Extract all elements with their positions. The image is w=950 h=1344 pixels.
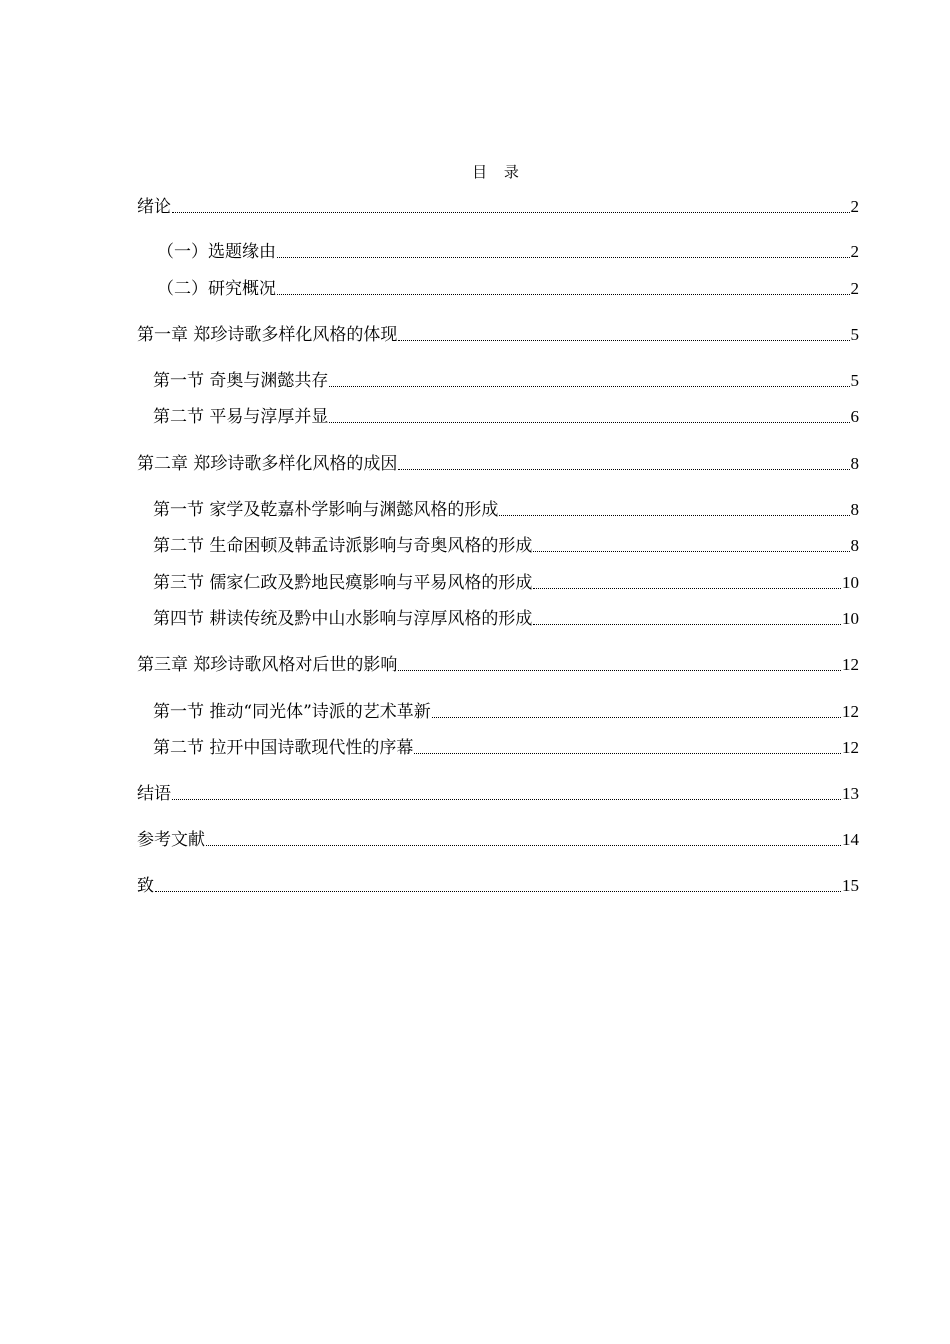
toc-entry-introduction[interactable] <box>137 195 859 219</box>
toc-entry-label: 第二节 拉开中国诗歌现代性的序幕 <box>153 738 414 758</box>
toc-page-number: 12 <box>842 702 859 721</box>
toc-entry-label: 第一节 家学及乾嘉朴学影响与渊懿风格的形成 <box>153 500 499 520</box>
toc-entry-chapter-3-section-2[interactable] <box>153 736 859 760</box>
toc-entry-chapter-2[interactable] <box>137 452 859 476</box>
toc-entry-label: （一）选题缘由 <box>157 242 276 262</box>
toc-entry-chapter-2-section-2[interactable] <box>153 534 859 558</box>
toc-page-number: 2 <box>850 242 859 261</box>
toc-leader-dots <box>398 339 849 341</box>
toc-entry-label: 第二节 平易与淳厚并显 <box>153 407 329 427</box>
toc-leader-dots <box>398 669 841 671</box>
toc-leader-dots <box>155 890 841 892</box>
toc-entry-chapter-1[interactable] <box>137 323 859 347</box>
toc-leader-dots <box>329 421 849 423</box>
toc-page-number: 6 <box>850 407 859 426</box>
toc-page-number: 2 <box>850 197 859 216</box>
toc-entry-references[interactable] <box>137 828 859 852</box>
toc-entry-chapter-1-section-1[interactable] <box>153 369 859 393</box>
toc-leader-dots <box>277 293 850 295</box>
toc-entry-chapter-2-section-4[interactable] <box>153 607 859 631</box>
toc-page-number: 12 <box>842 738 859 757</box>
toc-page-number: 8 <box>850 500 859 519</box>
toc-leader-dots <box>206 844 841 846</box>
toc-page-number: 10 <box>842 573 859 592</box>
toc-entry-chapter-2-section-3[interactable] <box>153 571 859 595</box>
toc-entry-research-overview[interactable] <box>157 277 859 301</box>
toc-page-number: 10 <box>842 609 859 628</box>
toc-entry-label: 第二节 生命困顿及韩孟诗派影响与奇奥风格的形成 <box>153 536 533 556</box>
toc-page-number: 12 <box>842 655 859 674</box>
toc-entry-conclusion[interactable] <box>137 782 859 806</box>
toc-entry-chapter-3[interactable] <box>137 653 859 677</box>
toc-leader-dots <box>172 211 850 213</box>
toc-entry-label: （二）研究概况 <box>157 279 276 299</box>
toc-entry-chapter-2-section-1[interactable] <box>153 498 859 522</box>
toc-title: 目 录 <box>472 163 525 181</box>
toc-page-number: 2 <box>850 279 859 298</box>
toc-page-number: 15 <box>842 876 859 895</box>
toc-page-number: 8 <box>850 536 859 555</box>
toc-leader-dots <box>329 385 849 387</box>
toc-entry-label: 绪论 <box>137 197 171 217</box>
toc-page-number: 14 <box>842 830 859 849</box>
toc-entry-acknowledgements[interactable] <box>137 874 859 898</box>
toc-leader-dots <box>277 256 850 258</box>
toc-leader-dots <box>533 623 841 625</box>
toc-entry-label: 致 <box>137 876 154 896</box>
toc-page-number: 13 <box>842 784 859 803</box>
toc-entry-label: 结语 <box>137 784 171 804</box>
toc-leader-dots <box>499 514 849 516</box>
toc-entry-label: 第二章 郑珍诗歌多样化风格的成因 <box>137 454 398 474</box>
toc-entry-label: 第一节 推动“同光体”诗派的艺术革新 <box>153 702 431 722</box>
toc-page-number: 5 <box>850 325 859 344</box>
toc-leader-dots <box>533 587 841 589</box>
toc-leader-dots <box>414 752 841 754</box>
toc-leader-dots <box>172 798 841 800</box>
toc-entry-chapter-3-section-1[interactable] <box>153 700 859 724</box>
toc-entry-label: 第一节 奇奥与渊懿共存 <box>153 371 329 391</box>
toc-entry-chapter-1-section-2[interactable] <box>153 405 859 429</box>
toc-leader-dots <box>398 468 849 470</box>
toc-leader-dots <box>533 550 849 552</box>
toc-entry-label: 第四节 耕读传统及黔中山水影响与淳厚风格的形成 <box>153 609 533 629</box>
toc-entry-label: 第三节 儒家仁政及黔地民瘼影响与平易风格的形成 <box>153 573 533 593</box>
toc-entry-label: 参考文献 <box>137 830 205 850</box>
toc-leader-dots <box>432 716 841 718</box>
toc-page-number: 8 <box>850 454 859 473</box>
toc-page-number: 5 <box>850 371 859 390</box>
toc-entry-label: 第三章 郑珍诗歌风格对后世的影响 <box>137 655 398 675</box>
toc-entry-topic-reason[interactable] <box>157 240 859 264</box>
toc-entry-label: 第一章 郑珍诗歌多样化风格的体现 <box>137 325 398 345</box>
